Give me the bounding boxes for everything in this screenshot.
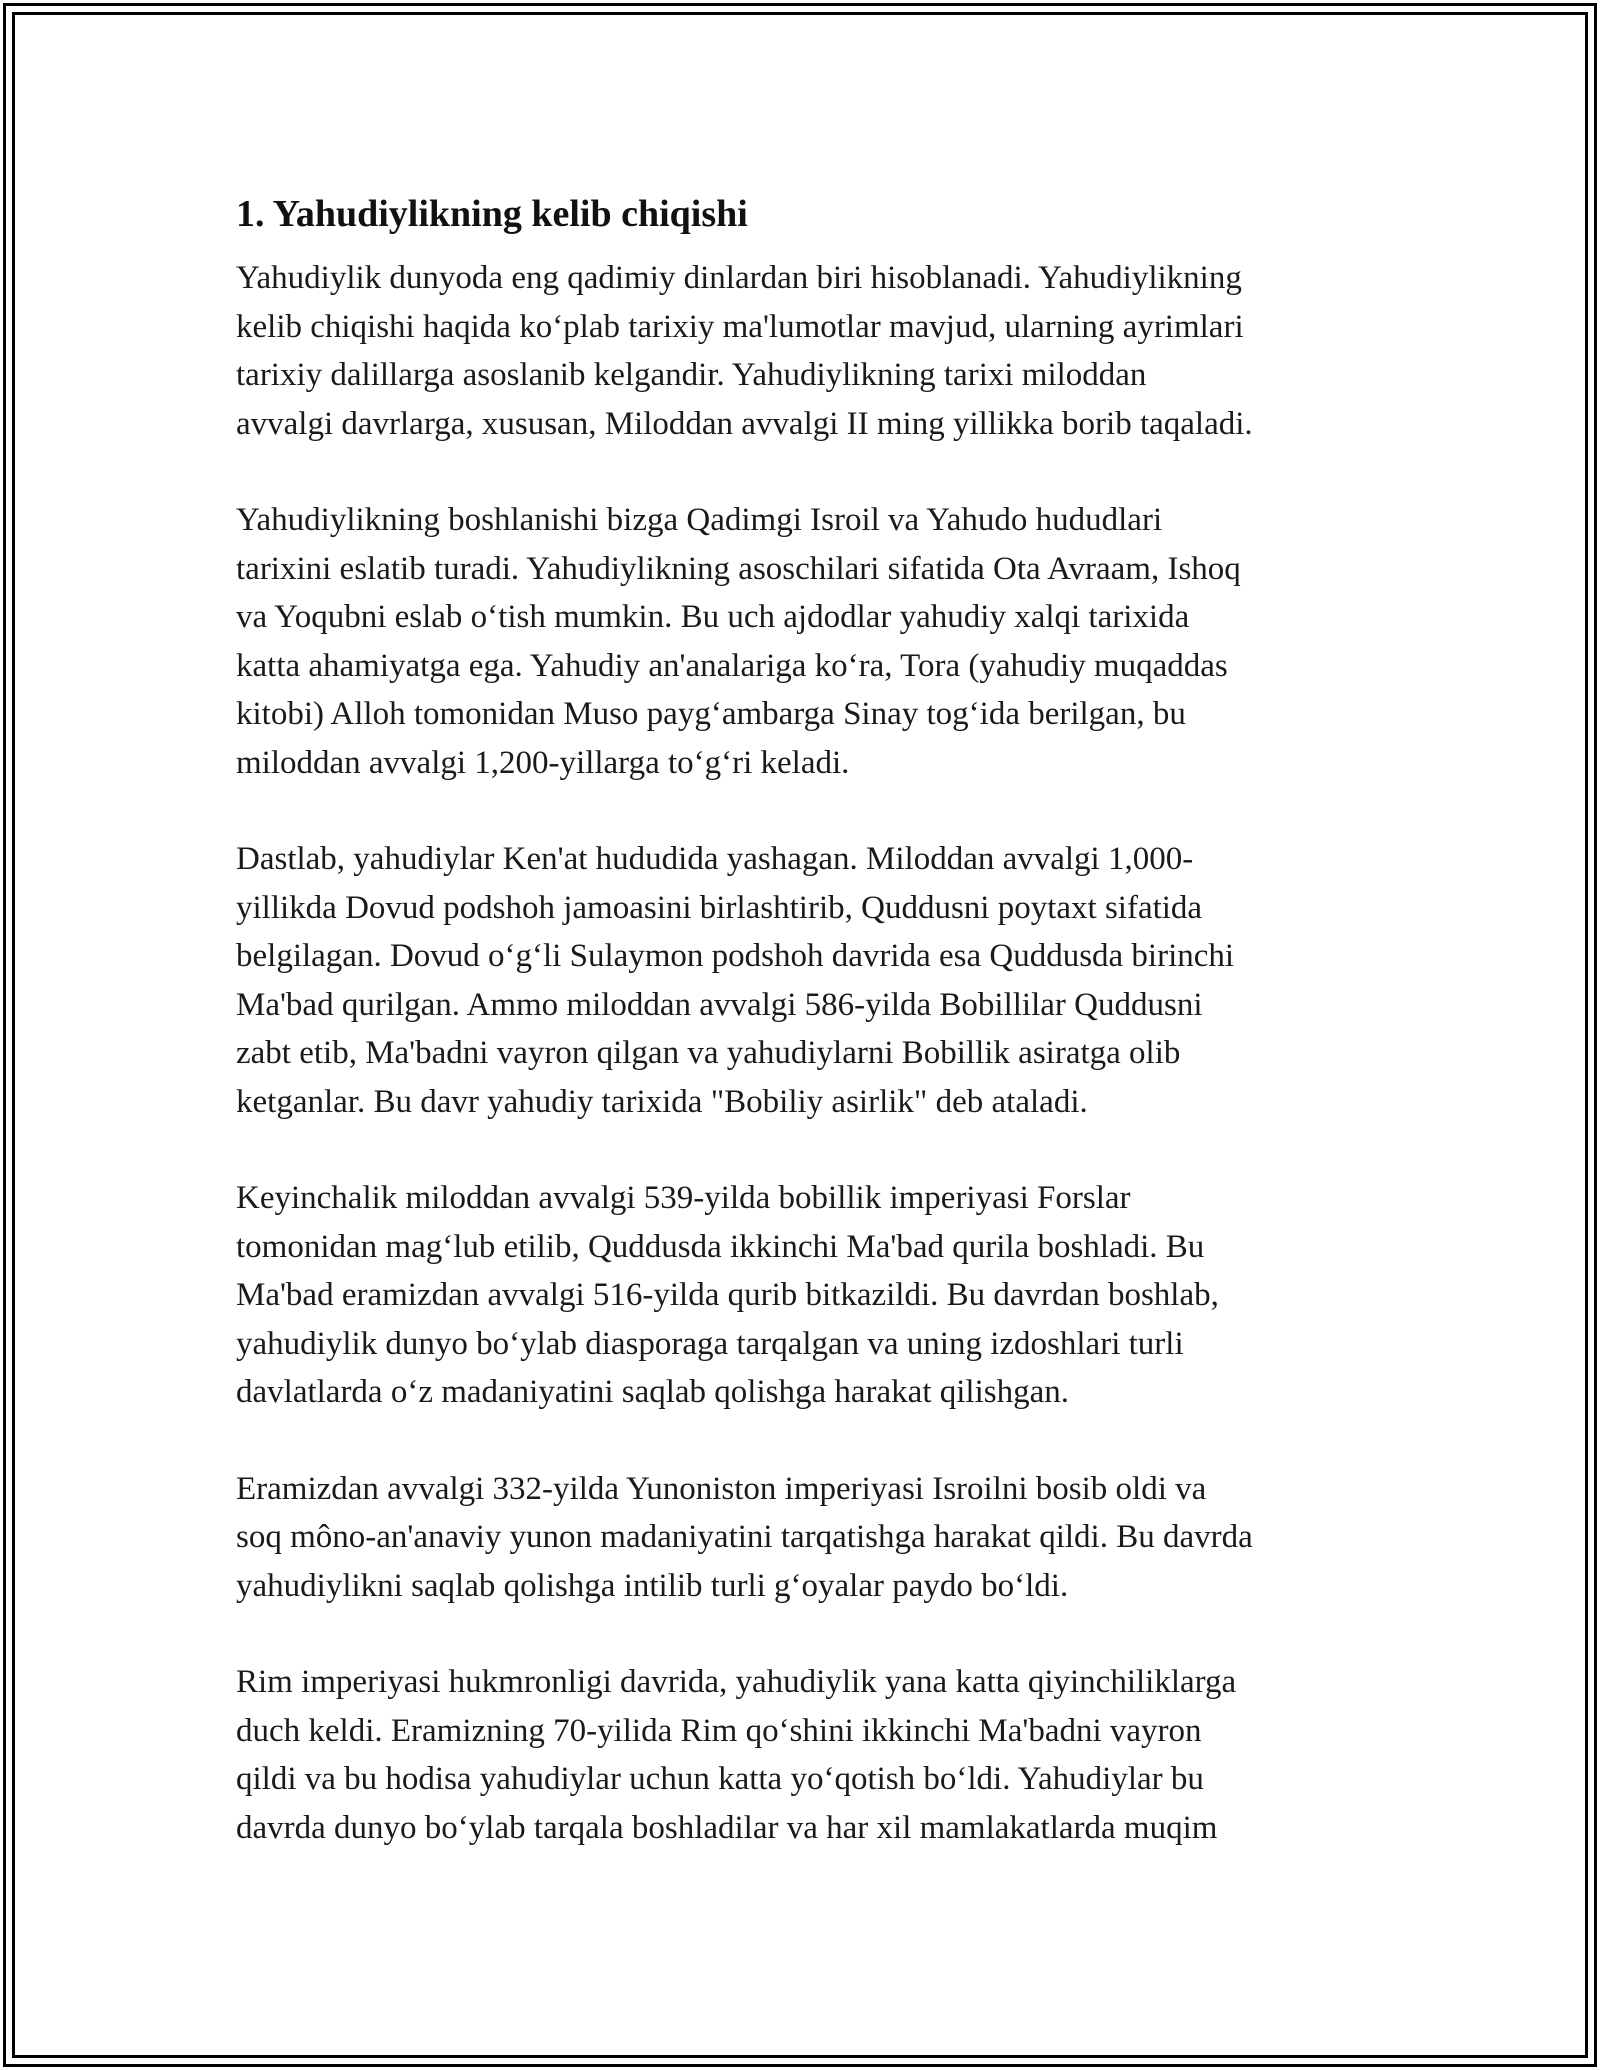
text-line: yahudiylik dunyo boʻylab diasporaga tarqalgan va uning izdoshlari turli (236, 1325, 1184, 1362)
text-line: Rim imperiyasi hukmronligi davrida, yahudiylik yana katta qiyinchiliklarga (236, 1664, 1237, 1700)
text-line: soq môno-an'anaviy yunon madaniyatini tarqatishga harakat qildi. Bu davrda (236, 1519, 1253, 1555)
text-line: tarixiy dalillarga asoslanib kelgandir. Yahudiylikning tarixi miloddan (236, 357, 1147, 393)
paragraph-5 (236, 1465, 1376, 1611)
text-line: katta ahamiyatga ega. Yahudiy an'analariga koʻra, Tora (yahudiy muqaddas (236, 647, 1228, 684)
document-body (236, 188, 1376, 1900)
text-line: va Yoqubni eslab oʻtish mumkin. Bu uch ajdodlar yahudiy xalqi tarixida (236, 599, 1190, 635)
paragraph-4 (236, 1174, 1376, 1417)
text-line: kitobi) Alloh tomonidan Muso paygʻambarga Sinay togʻida berilgan, bu (236, 696, 1186, 732)
paragraph-2 (236, 496, 1376, 787)
text-line: davlatlarda oʻz madaniyatini saqlab qolishga harakat qilishgan. (236, 1374, 1069, 1410)
text-line: yillikda Dovud podshoh jamoasini birlashtirib, Quddusni poytaxt sifatida (236, 889, 1203, 926)
text-line: ketganlar. Bu davr yahudiy tarixida "Bobiliy asirlik" deb ataladi. (236, 1083, 1088, 1120)
text-line: duch keldi. Eramizning 70-yilida Rim qoʻshini ikkinchi Ma'badni vayron (236, 1712, 1202, 1749)
text-line: avvalgi davrlarga, xususan, Miloddan avvalgi II ming yillikka borib taqaladi. (236, 405, 1253, 442)
text-line: Yahudiylik dunyoda eng qadimiy dinlardan biri hisoblanadi. Yahudiylikning (236, 260, 1242, 296)
text-line: belgilagan. Dovud oʻgʻli Sulaymon podshoh davrida esa Quddusda birinchi (236, 938, 1235, 974)
text-line: Dastlab, yahudiylar Ken'at hududida yashagan. Miloddan avvalgi 1,000- (236, 841, 1194, 877)
paragraph-3 (236, 835, 1376, 1126)
section-heading: 1. Yahudiylikning kelib chiqishi (236, 193, 748, 235)
text-line: davrda dunyo boʻylab tarqala boshladilar va har xil mamlakatlarda muqim (236, 1809, 1218, 1846)
text-line: Keyinchalik miloddan avvalgi 539-yilda bobillik imperiyasi Forslar (236, 1180, 1131, 1216)
text-line: qildi va bu hodisa yahudiylar uchun katta yoʻqotish boʻldi. Yahudiylar bu (236, 1761, 1204, 1797)
text-line: yahudiylikni saqlab qolishga intilib turli gʻoyalar paydo boʻldi. (236, 1567, 1069, 1604)
text-line: Ma'bad eramizdan avvalgi 516-yilda qurib bitkazildi. Bu davrdan boshlab, (236, 1277, 1219, 1313)
text-line: Yahudiylikning boshlanishi bizga Qadimgi Isroil va Yahudo hududlari (236, 502, 1163, 538)
paragraph-6 (236, 1658, 1376, 1852)
paragraph-1 (236, 254, 1376, 448)
text-line: Eramizdan avvalgi 332-yilda Yunoniston imperiyasi Isroilni bosib oldi va (236, 1470, 1207, 1507)
text-line: zabt etib, Ma'badni vayron qilgan va yahudiylarni Bobillik asiratga olib (236, 1035, 1181, 1071)
text-line: kelib chiqishi haqida koʻplab tarixiy ma'lumotlar mavjud, ularning ayrimlari (236, 308, 1244, 345)
text-line: Ma'bad qurilgan. Ammo miloddan avvalgi 586-yilda Bobillilar Quddusni (236, 986, 1203, 1023)
text-line: miloddan avvalgi 1,200-yillarga toʻgʻri keladi. (236, 744, 850, 781)
text-line: tarixini eslatib turadi. Yahudiylikning asoschilari sifatida Ota Avraam, Ishoq (236, 550, 1241, 587)
text-line: tomonidan magʻlub etilib, Quddusda ikkinchi Ma'bad qurila boshladi. Bu (236, 1228, 1205, 1265)
